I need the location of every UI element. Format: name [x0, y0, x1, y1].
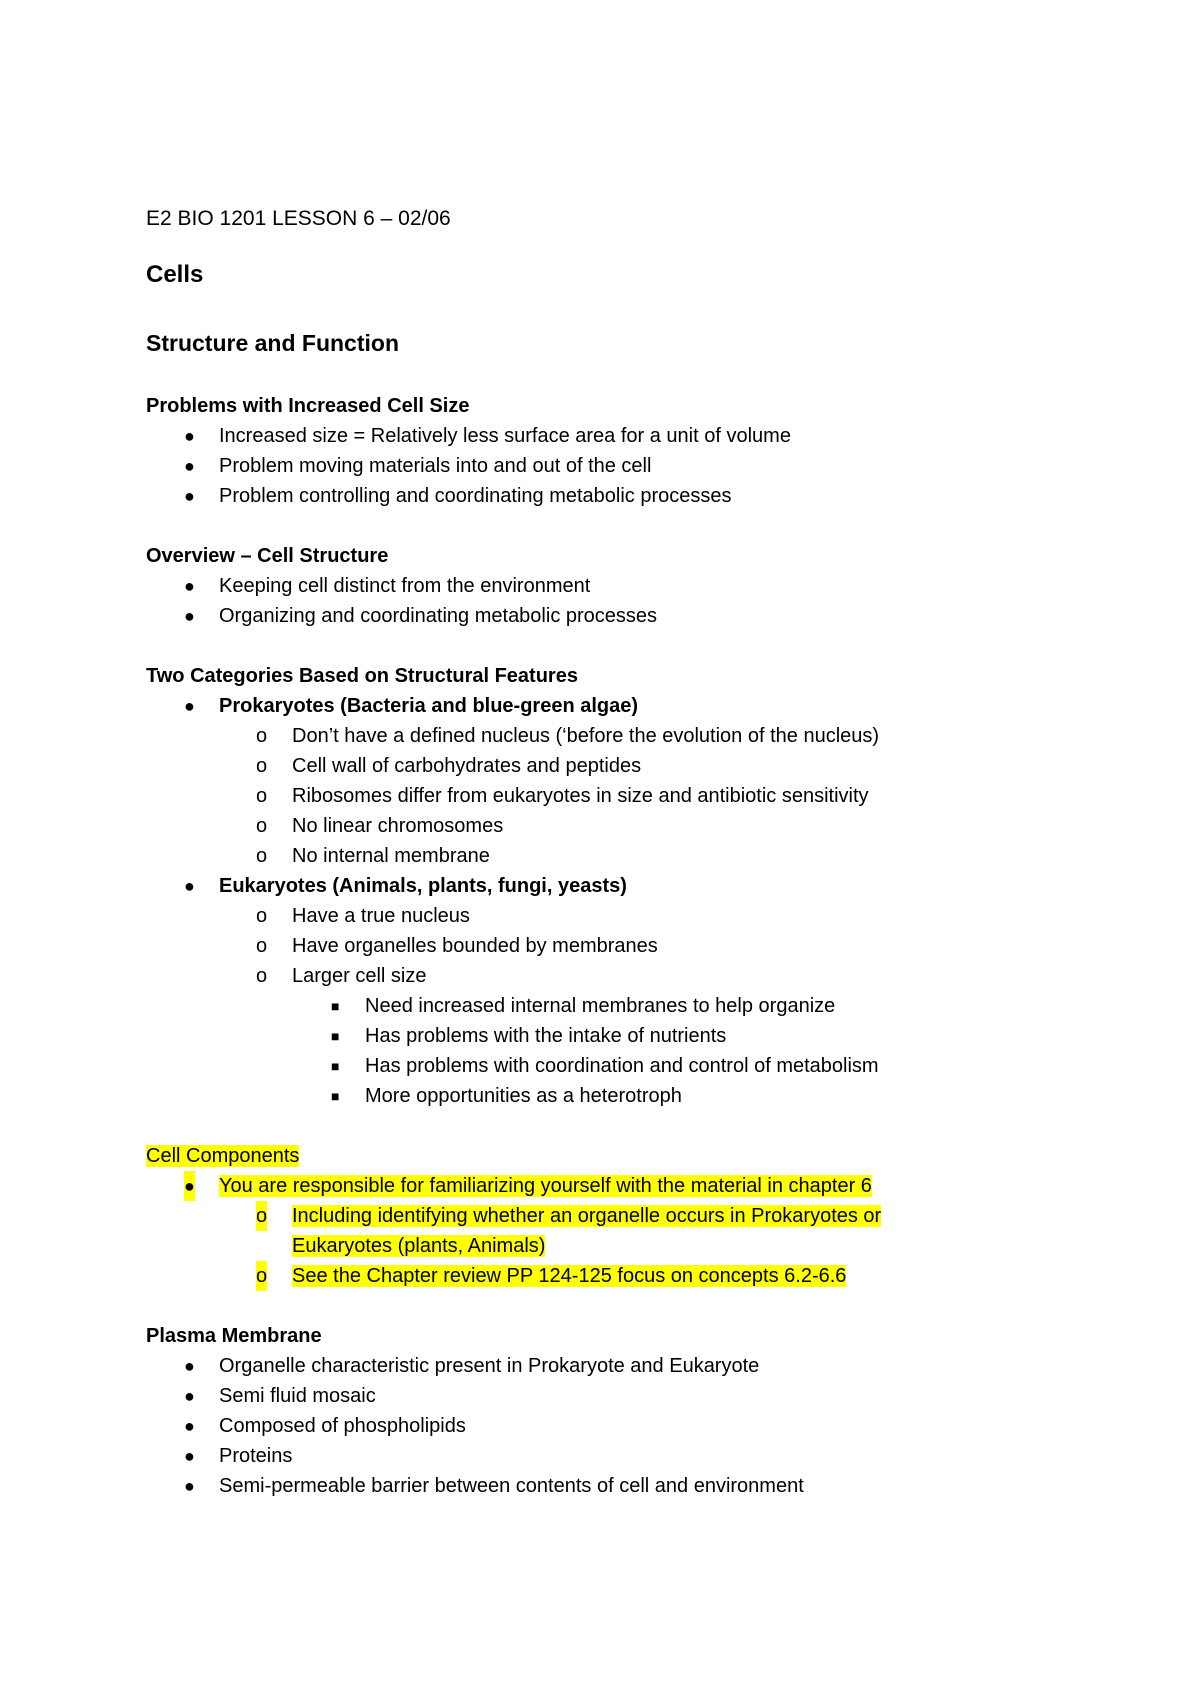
bullet-icon: ● — [184, 426, 195, 446]
bullet-list — [146, 421, 1146, 511]
list-item: o Including identifying whether an organelle occurs in Prokaryotes or — [146, 1201, 1146, 1231]
list-item: o See the Chapter review PP 124-125 focus on concepts 6.2-6.6 — [146, 1261, 1146, 1291]
list-item-eukaryotes: ● Eukaryotes (Animals, plants, fungi, yeasts) — [146, 871, 1146, 901]
bullet-list — [146, 571, 1146, 631]
circle-bullet-icon: o — [256, 965, 268, 987]
list-item: ■ Has problems with coordination and control of metabolism — [146, 1051, 1146, 1081]
list-item: ● Proteins — [146, 1441, 1146, 1471]
list-item: ● Problem moving materials into and out of the cell — [146, 451, 1146, 481]
list-item: o No linear chromosomes — [146, 811, 1146, 841]
section-title: Overview – Cell Structure — [146, 545, 389, 567]
bullet-list — [146, 1171, 1146, 1291]
bullet-icon: ● — [184, 1476, 195, 1496]
list-item: ● Problem controlling and coordinating metabolic processes — [146, 481, 1146, 511]
lesson-header: E2 BIO 1201 LESSON 6 – 02/06 — [146, 207, 451, 230]
circle-bullet-icon: o — [256, 815, 268, 837]
list-item: ■ Has problems with the intake of nutrients — [146, 1021, 1146, 1051]
list-item: ● Increased size = Relatively less surface area for a unit of volume — [146, 421, 1146, 451]
bullet-icon: ● — [184, 876, 195, 896]
document-page — [146, 205, 1146, 1531]
bullet-list — [146, 691, 1146, 1111]
list-item: ■ More opportunities as a heterotroph — [146, 1081, 1146, 1111]
bullet-icon: ● — [184, 1356, 195, 1376]
section-title: Problems with Increased Cell Size — [146, 395, 470, 417]
list-item: o No internal membrane — [146, 841, 1146, 871]
list-item: o Don’t have a defined nucleus (‘before the evolution of the nucleus) — [146, 721, 1146, 751]
list-item: ● You are responsible for familiarizing yourself with the material in chapter 6 — [146, 1171, 1146, 1201]
bullet-icon: ● — [184, 1446, 195, 1466]
list-item: o Larger cell size — [146, 961, 1146, 991]
section-title: Cell Components — [146, 1145, 300, 1167]
list-item: o Cell wall of carbohydrates and peptides — [146, 751, 1146, 781]
bullet-icon: ● — [184, 576, 195, 596]
bullet-icon: ● — [184, 1386, 195, 1406]
bullet-icon: ● — [184, 1416, 195, 1436]
list-item: ● Organizing and coordinating metabolic processes — [146, 601, 1146, 631]
circle-bullet-icon: o — [256, 905, 268, 927]
page-subtitle: Structure and Function — [146, 330, 399, 356]
square-bullet-icon: ■ — [331, 1088, 340, 1104]
section-increased-size — [146, 391, 1146, 511]
list-item: ● Composed of phospholipids — [146, 1411, 1146, 1441]
list-item: o Have a true nucleus — [146, 901, 1146, 931]
list-item-continuation: Eukaryotes (plants, Animals) — [292, 1235, 546, 1257]
bullet-icon: ● — [184, 456, 195, 476]
circle-bullet-icon: o — [256, 1261, 267, 1291]
list-item: ● Organelle characteristic present in Prokaryote and Eukaryote — [146, 1351, 1146, 1381]
section-title: Plasma Membrane — [146, 1325, 322, 1347]
circle-bullet-icon: o — [256, 845, 268, 867]
bullet-icon: ● — [184, 486, 195, 506]
square-bullet-icon: ■ — [331, 998, 340, 1014]
circle-bullet-icon: o — [256, 725, 268, 747]
section-title: Two Categories Based on Structural Features — [146, 665, 578, 687]
bullet-icon: ● — [184, 606, 195, 626]
circle-bullet-icon: o — [256, 1201, 267, 1231]
section-plasma-membrane — [146, 1321, 1146, 1501]
circle-bullet-icon: o — [256, 785, 268, 807]
list-item: o Have organelles bounded by membranes — [146, 931, 1146, 961]
square-bullet-icon: ■ — [331, 1058, 340, 1074]
list-item: o Ribosomes differ from eukaryotes in size and antibiotic sensitivity — [146, 781, 1146, 811]
list-item: ● Semi-permeable barrier between contents of cell and environment — [146, 1471, 1146, 1501]
list-item-prokaryotes: ● Prokaryotes (Bacteria and blue-green algae) — [146, 691, 1146, 721]
list-item: ● Keeping cell distinct from the environment — [146, 571, 1146, 601]
list-item: ● Semi fluid mosaic — [146, 1381, 1146, 1411]
page-title: Cells — [146, 261, 204, 288]
section-overview — [146, 541, 1146, 631]
bullet-icon: ● — [184, 1171, 195, 1201]
bullet-icon: ● — [184, 696, 195, 716]
circle-bullet-icon: o — [256, 755, 268, 777]
square-bullet-icon: ■ — [331, 1028, 340, 1044]
bullet-list — [146, 1351, 1146, 1501]
circle-bullet-icon: o — [256, 935, 268, 957]
section-cell-components — [146, 1141, 1146, 1291]
section-categories — [146, 661, 1146, 1111]
list-item: ■ Need increased internal membranes to help organize — [146, 991, 1146, 1021]
